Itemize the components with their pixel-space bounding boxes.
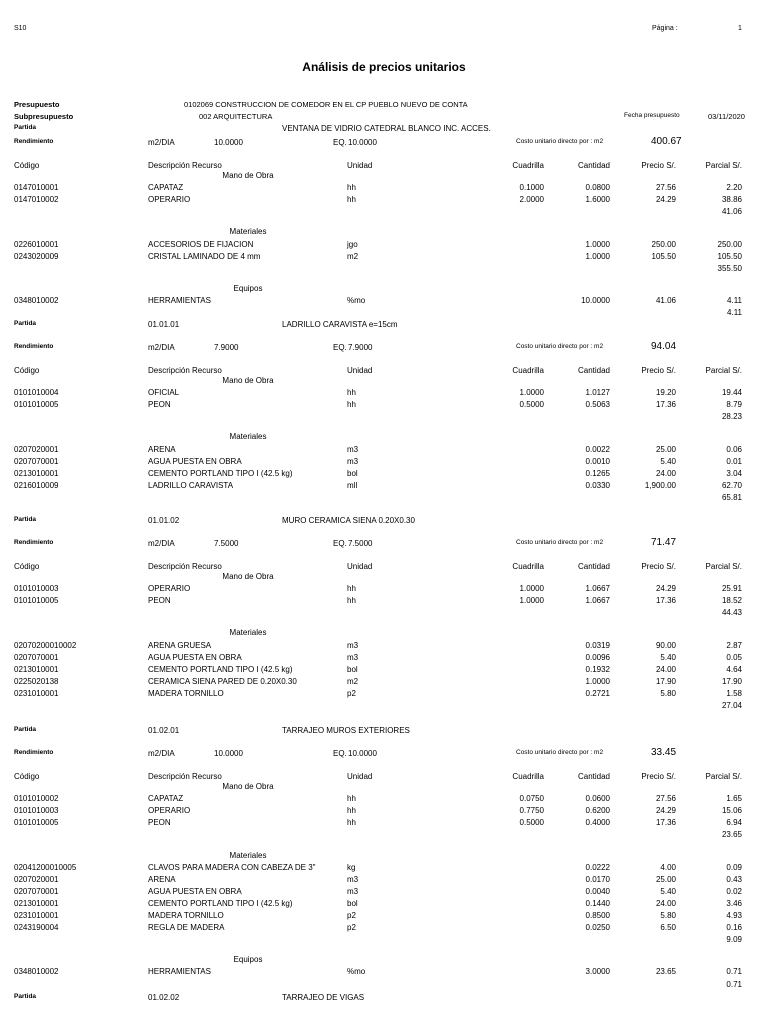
resource-parcial: 38.86	[721, 195, 742, 205]
resource-code: 0207020001	[14, 874, 59, 884]
costo-label: Costo unitario directo por : m2	[516, 138, 604, 145]
resource-description: OPERARIO	[148, 584, 191, 594]
resource-cantidad: 1.6000	[585, 195, 610, 205]
resource-cantidad: 0.5063	[585, 400, 610, 410]
eq-value: 10.0000	[348, 138, 377, 147]
rendimiento-label: Rendimiento	[14, 539, 54, 546]
col-cuadrilla: Cuadrilla	[512, 772, 544, 781]
resource-unit: hh	[347, 818, 356, 828]
resource-parcial: 15.06	[721, 806, 742, 816]
rendimiento-mo: 7.5000	[214, 539, 239, 548]
resource-description: ARENA	[148, 874, 176, 884]
resource-parcial: 0.05	[726, 652, 742, 662]
col-precio: Precio S/.	[641, 366, 676, 375]
resource-precio: 17.36	[655, 400, 676, 410]
resource-description: LADRILLO CARAVISTA	[148, 480, 234, 490]
page-title: Análisis de precios unitarios	[302, 60, 466, 74]
resource-precio: 25.00	[655, 444, 676, 454]
fecha-label: Fecha presupuesto	[624, 112, 680, 119]
resource-cantidad: 1.0000	[585, 251, 610, 261]
resource-cantidad: 0.0330	[585, 480, 610, 490]
resource-cantidad: 0.6200	[585, 806, 610, 816]
partida-name: LADRILLO CARAVISTA e=15cm	[282, 320, 398, 329]
resource-unit: mll	[347, 480, 358, 490]
resource-cantidad: 0.0040	[585, 886, 610, 896]
resource-cantidad: 0.0250	[585, 923, 610, 933]
group-heading: Materiales	[229, 432, 267, 442]
resource-parcial: 4.11	[727, 295, 742, 305]
rendimiento-mo: 10.0000	[214, 138, 243, 147]
resource-unit: kg	[347, 862, 356, 872]
resource-code: 0207070001	[14, 652, 59, 662]
resource-description: CLAVOS PARA MADERA CON CABEZA DE 3"	[148, 862, 316, 872]
resource-unit: p2	[347, 923, 356, 933]
resource-code: 0213010001	[14, 898, 59, 908]
eq-value: 7.5000	[348, 539, 373, 548]
rendimiento-mo: 7.9000	[214, 343, 239, 352]
resource-parcial: 0.09	[726, 862, 742, 872]
group-total: 44.43	[721, 608, 742, 618]
partida-name: VENTANA DE VIDRIO CATEDRAL BLANCO INC. ACCES.	[282, 124, 491, 133]
resource-cantidad: 0.0010	[585, 456, 610, 466]
resource-unit: m3	[347, 874, 359, 884]
group-heading: Mano de Obra	[222, 572, 274, 581]
resource-parcial: 0.16	[726, 923, 742, 933]
partida-label: Partida	[14, 124, 37, 131]
resource-precio: 27.56	[655, 794, 676, 804]
costo-value: 94.04	[651, 341, 677, 352]
resource-precio: 105.50	[651, 251, 676, 261]
resource-code: 0207070001	[14, 456, 59, 466]
resource-cantidad: 0.0096	[585, 652, 610, 662]
resource-precio: 24.00	[655, 468, 676, 478]
resource-parcial: 0.02	[726, 886, 742, 896]
resource-precio: 5.40	[660, 886, 676, 896]
resource-cantidad: 0.0800	[585, 183, 610, 193]
resource-parcial: 4.93	[726, 911, 742, 920]
col-unidad: Unidad	[347, 161, 373, 170]
col-codigo: Código	[14, 161, 40, 170]
col-descripcion: Descripción Recurso	[148, 366, 222, 375]
col-cantidad: Cantidad	[577, 161, 610, 170]
resource-precio: 24.00	[655, 898, 676, 908]
resource-precio: 5.80	[660, 688, 676, 698]
col-unidad: Unidad	[347, 562, 373, 571]
subpresupuesto-row	[14, 112, 744, 123]
group-heading: Materiales	[229, 628, 267, 638]
resource-cantidad: 0.0170	[585, 874, 610, 884]
resource-description: ARENA GRUESA	[148, 640, 212, 650]
resource-code: 0207070001	[14, 886, 59, 896]
eq-label: EQ.	[333, 343, 347, 352]
resource-cantidad: 10.0000	[581, 295, 610, 305]
resource-description: CEMENTO PORTLAND TIPO I (42.5 kg)	[148, 664, 293, 674]
resource-code: 0147010001	[14, 183, 59, 193]
resource-cuadrilla: 1.0000	[519, 388, 544, 398]
resource-parcial: 0.01	[726, 456, 742, 466]
costo-label: Costo unitario directo por : m2	[516, 539, 604, 546]
resource-code: 0213010001	[14, 664, 59, 674]
col-cuadrilla: Cuadrilla	[512, 366, 544, 375]
resource-code: 0101010004	[14, 388, 59, 398]
resource-description: AGUA PUESTA EN OBRA	[148, 652, 242, 662]
col-cantidad: Cantidad	[577, 772, 610, 781]
resource-parcial: 0.43	[726, 874, 742, 884]
resource-unit: p2	[347, 911, 356, 920]
resource-precio: 19.20	[655, 388, 676, 398]
resource-cantidad: 1.0127	[585, 388, 610, 398]
resource-precio: 24.00	[655, 664, 676, 674]
resource-code: 0231010001	[14, 911, 59, 920]
presupuesto-value: 0102069 CONSTRUCCION DE COMEDOR EN EL CP PUEBLO NUEVO DE CONTA	[184, 100, 468, 109]
resource-precio: 17.36	[655, 596, 676, 606]
resource-unit: m3	[347, 886, 359, 896]
resource-parcial: 3.04	[726, 468, 742, 478]
resource-description: AGUA PUESTA EN OBRA	[148, 886, 242, 896]
resource-cantidad: 1.0667	[585, 584, 610, 594]
partida-code: 01.02.02	[148, 993, 180, 1002]
resource-code: 0101010005	[14, 818, 59, 828]
resource-description: CAPATAZ	[148, 183, 184, 193]
partida-label: Partida	[14, 320, 37, 327]
resource-precio: 17.90	[655, 676, 676, 686]
resource-cantidad: 0.0222	[585, 862, 610, 872]
resource-parcial: 1.58	[726, 688, 742, 698]
resource-parcial: 1.65	[726, 794, 742, 804]
resource-unit: m3	[347, 640, 359, 650]
resource-code: 0348010002	[14, 295, 59, 305]
resource-code: 0231010001	[14, 688, 59, 698]
resource-cantidad: 0.0022	[585, 444, 610, 454]
resource-precio: 250.00	[651, 239, 676, 249]
col-parcial: Parcial S/.	[705, 366, 742, 375]
resource-unit: bol	[347, 898, 358, 908]
group-heading: Materiales	[229, 227, 267, 237]
resource-parcial: 3.46	[726, 898, 742, 908]
resource-description: HERRAMIENTAS	[148, 967, 211, 977]
partida-code: 01.01.01	[148, 320, 180, 329]
resource-cantidad: 1.0000	[585, 676, 610, 686]
resource-parcial: 0.71	[726, 967, 742, 977]
costo-label: Costo unitario directo por : m2	[516, 749, 604, 756]
col-cantidad: Cantidad	[577, 366, 610, 375]
partida-name: TARRAJEO DE VIGAS	[282, 993, 365, 1002]
resource-precio: 5.80	[660, 911, 676, 920]
resource-cantidad: 3.0000	[585, 967, 610, 977]
resource-code: 02041200010005	[14, 862, 77, 872]
eq-label: EQ.	[333, 539, 347, 548]
group-total: 27.04	[721, 701, 742, 710]
page-label: Página :	[652, 25, 678, 32]
resource-description: MADERA TORNILLO	[148, 688, 224, 698]
resource-unit: bol	[347, 664, 358, 674]
resource-unit: hh	[347, 596, 356, 606]
resource-cantidad: 0.2721	[585, 688, 610, 698]
resource-unit: hh	[347, 584, 356, 594]
partida-label: Partida	[14, 726, 37, 733]
rendimiento-mo: 10.0000	[214, 749, 243, 758]
resource-unit: hh	[347, 388, 356, 398]
resource-cantidad: 0.1265	[585, 468, 610, 478]
resource-code: 0225020138	[14, 676, 59, 686]
col-descripcion: Descripción Recurso	[148, 161, 222, 170]
col-descripcion: Descripción Recurso	[148, 562, 222, 571]
resource-description: MADERA TORNILLO	[148, 911, 224, 920]
resource-precio: 24.29	[655, 195, 676, 205]
resource-precio: 90.00	[655, 640, 676, 650]
resource-unit: hh	[347, 195, 356, 205]
resource-cuadrilla: 0.5000	[519, 400, 544, 410]
resource-parcial: 2.20	[726, 183, 742, 193]
group-total: 355.50	[717, 263, 742, 273]
group-total: 9.09	[726, 935, 742, 945]
col-descripcion: Descripción Recurso	[148, 772, 222, 781]
group-total: 28.23	[721, 412, 742, 422]
resource-code: 0207020001	[14, 444, 59, 454]
group-total: 65.81	[721, 492, 742, 502]
col-precio: Precio S/.	[641, 161, 676, 170]
col-cuadrilla: Cuadrilla	[512, 562, 544, 571]
resource-description: AGUA PUESTA EN OBRA	[148, 456, 242, 466]
resource-unit: hh	[347, 183, 356, 193]
resource-precio: 6.50	[660, 923, 676, 933]
col-parcial: Parcial S/.	[705, 562, 742, 571]
resource-cantidad: 0.8500	[585, 911, 610, 920]
presupuesto-row	[14, 100, 744, 111]
report-code: S10	[14, 25, 27, 32]
resource-unit: m2	[347, 251, 359, 261]
resource-cantidad: 1.0667	[585, 596, 610, 606]
resource-description: REGLA DE MADERA	[148, 923, 225, 933]
resource-parcial: 105.50	[717, 251, 742, 261]
resource-parcial: 4.64	[726, 664, 742, 674]
col-precio: Precio S/.	[641, 772, 676, 781]
partida-name: MURO CERAMICA SIENA 0.20X0.30	[282, 516, 415, 525]
group-heading: Mano de Obra	[222, 782, 274, 791]
resource-code: 0243020009	[14, 251, 59, 261]
rendimiento-unit: m2/DIA	[148, 749, 175, 758]
group-total: 4.11	[727, 308, 742, 317]
costo-value: 71.47	[651, 537, 677, 548]
subpresupuesto-label: Subpresupuesto	[14, 112, 74, 121]
resource-unit: m3	[347, 652, 359, 662]
resource-precio: 25.00	[655, 874, 676, 884]
col-cuadrilla: Cuadrilla	[512, 161, 544, 170]
resource-unit: hh	[347, 794, 356, 804]
resource-parcial: 0.06	[726, 444, 742, 454]
resource-description: CAPATAZ	[148, 794, 184, 804]
fecha-value: 03/11/2020	[708, 112, 745, 121]
col-codigo: Código	[14, 772, 40, 781]
resource-description: HERRAMIENTAS	[148, 295, 211, 305]
eq-value: 7.9000	[348, 343, 373, 352]
resource-description: OFICIAL	[148, 388, 180, 398]
subpresupuesto-value: 002 ARQUITECTURA	[199, 112, 273, 121]
group-heading: Materiales	[229, 850, 267, 860]
resource-code: 02070200010002	[14, 640, 77, 650]
resource-description: CEMENTO PORTLAND TIPO I (42.5 kg)	[148, 468, 293, 478]
resource-cuadrilla: 1.0000	[519, 584, 544, 594]
resource-cantidad: 0.4000	[585, 818, 610, 828]
resource-unit: p2	[347, 688, 356, 698]
resource-code: 0101010005	[14, 596, 59, 606]
resource-cuadrilla: 0.1000	[519, 183, 544, 193]
partida-code: 01.01.02	[148, 516, 180, 525]
resource-description: CEMENTO PORTLAND TIPO I (42.5 kg)	[148, 898, 293, 908]
resource-precio: 1,900.00	[644, 480, 676, 490]
resource-cantidad: 0.1440	[585, 898, 610, 908]
resource-precio: 23.65	[655, 967, 676, 977]
resource-precio: 27.56	[655, 183, 676, 193]
col-codigo: Código	[14, 562, 40, 571]
resource-unit: jgo	[347, 239, 358, 249]
resource-description: ARENA	[148, 444, 176, 454]
page-number: 1	[738, 25, 742, 32]
group-heading: Equipos	[233, 955, 263, 965]
resource-description: PEON	[148, 400, 171, 410]
partida-label: Partida	[14, 993, 37, 1000]
col-unidad: Unidad	[347, 366, 373, 375]
resource-unit: hh	[347, 806, 356, 816]
group-total: 23.65	[721, 830, 742, 840]
resource-precio: 4.00	[660, 862, 676, 872]
resource-description: PEON	[148, 596, 171, 606]
eq-value: 10.0000	[348, 749, 377, 758]
resource-description: CERAMICA SIENA PARED DE 0.20X0.30	[148, 676, 297, 686]
rendimiento-unit: m2/DIA	[148, 539, 175, 548]
resource-cuadrilla: 0.5000	[519, 818, 544, 828]
rendimiento-label: Rendimiento	[14, 749, 54, 756]
partida-name: TARRAJEO MUROS EXTERIORES	[282, 726, 410, 735]
resource-unit: %mo	[347, 967, 366, 977]
rendimiento-unit: m2/DIA	[148, 138, 175, 147]
resource-unit: m3	[347, 456, 359, 466]
resource-code: 0216010009	[14, 480, 59, 490]
costo-value: 400.67	[651, 136, 682, 147]
resource-unit: m3	[347, 444, 359, 454]
resource-description: ACCESORIOS DE FIJACION	[148, 239, 254, 249]
resource-parcial: 250.00	[717, 239, 742, 249]
resource-unit: m2	[347, 676, 359, 686]
resource-unit: %mo	[347, 295, 366, 305]
resource-parcial: 25.91	[721, 584, 742, 594]
resource-parcial: 6.94	[726, 818, 742, 828]
resource-code: 0226010001	[14, 239, 59, 249]
resource-cuadrilla: 0.7750	[519, 806, 544, 816]
resource-code: 0101010003	[14, 806, 59, 816]
group-heading: Mano de Obra	[222, 171, 274, 180]
resource-precio: 24.29	[655, 584, 676, 594]
resource-parcial: 18.52	[721, 596, 742, 606]
resource-cuadrilla: 1.0000	[519, 596, 544, 606]
resource-cantidad: 0.1932	[585, 664, 610, 674]
resource-parcial: 62.70	[721, 480, 742, 490]
resource-description: PEON	[148, 818, 171, 828]
resource-cuadrilla: 0.0750	[519, 794, 544, 804]
eq-label: EQ.	[333, 749, 347, 758]
costo-value: 33.45	[651, 747, 677, 758]
resource-cantidad: 0.0319	[585, 640, 610, 650]
resource-precio: 41.06	[655, 295, 676, 305]
presupuesto-label: Presupuesto	[14, 100, 60, 109]
eq-label: EQ.	[333, 138, 347, 147]
rendimiento-unit: m2/DIA	[148, 343, 175, 352]
col-parcial: Parcial S/.	[705, 161, 742, 170]
resource-cuadrilla: 2.0000	[519, 195, 544, 205]
resource-code: 0147010002	[14, 195, 59, 205]
resource-parcial: 17.90	[721, 676, 742, 686]
rendimiento-label: Rendimiento	[14, 138, 54, 145]
resource-unit: bol	[347, 468, 358, 478]
resource-precio: 5.40	[660, 456, 676, 466]
resource-description: OPERARIO	[148, 806, 191, 816]
resource-code: 0213010001	[14, 468, 59, 478]
col-precio: Precio S/.	[641, 562, 676, 571]
resource-parcial: 2.87	[726, 640, 742, 650]
group-total: 41.06	[721, 207, 742, 217]
resource-cantidad: 0.0600	[585, 794, 610, 804]
resource-parcial: 8.79	[726, 400, 742, 410]
col-codigo: Código	[14, 366, 40, 375]
resource-code: 0101010005	[14, 400, 59, 410]
partida-label: Partida	[14, 516, 37, 523]
group-total: 0.71	[726, 979, 742, 989]
rendimiento-label: Rendimiento	[14, 343, 54, 350]
resource-description: CRISTAL LAMINADO DE 4 mm	[148, 251, 261, 261]
resource-description: OPERARIO	[148, 195, 191, 205]
resource-code: 0101010002	[14, 794, 59, 804]
resource-parcial: 19.44	[721, 388, 742, 398]
resource-precio: 24.29	[655, 806, 676, 816]
group-heading: Mano de Obra	[222, 376, 274, 385]
col-cantidad: Cantidad	[577, 562, 610, 571]
resource-unit: hh	[347, 400, 356, 410]
resource-code: 0243190004	[14, 923, 59, 933]
resource-precio: 17.36	[655, 818, 676, 828]
resource-code: 0348010002	[14, 967, 59, 977]
group-heading: Equipos	[233, 283, 263, 293]
resource-cantidad: 1.0000	[585, 239, 610, 249]
resource-precio: 5.40	[660, 652, 676, 662]
partida-code: 01.02.01	[148, 726, 180, 735]
resource-code: 0101010003	[14, 584, 59, 594]
costo-label: Costo unitario directo por : m2	[516, 343, 604, 350]
col-unidad: Unidad	[347, 772, 373, 781]
col-parcial: Parcial S/.	[705, 772, 742, 781]
